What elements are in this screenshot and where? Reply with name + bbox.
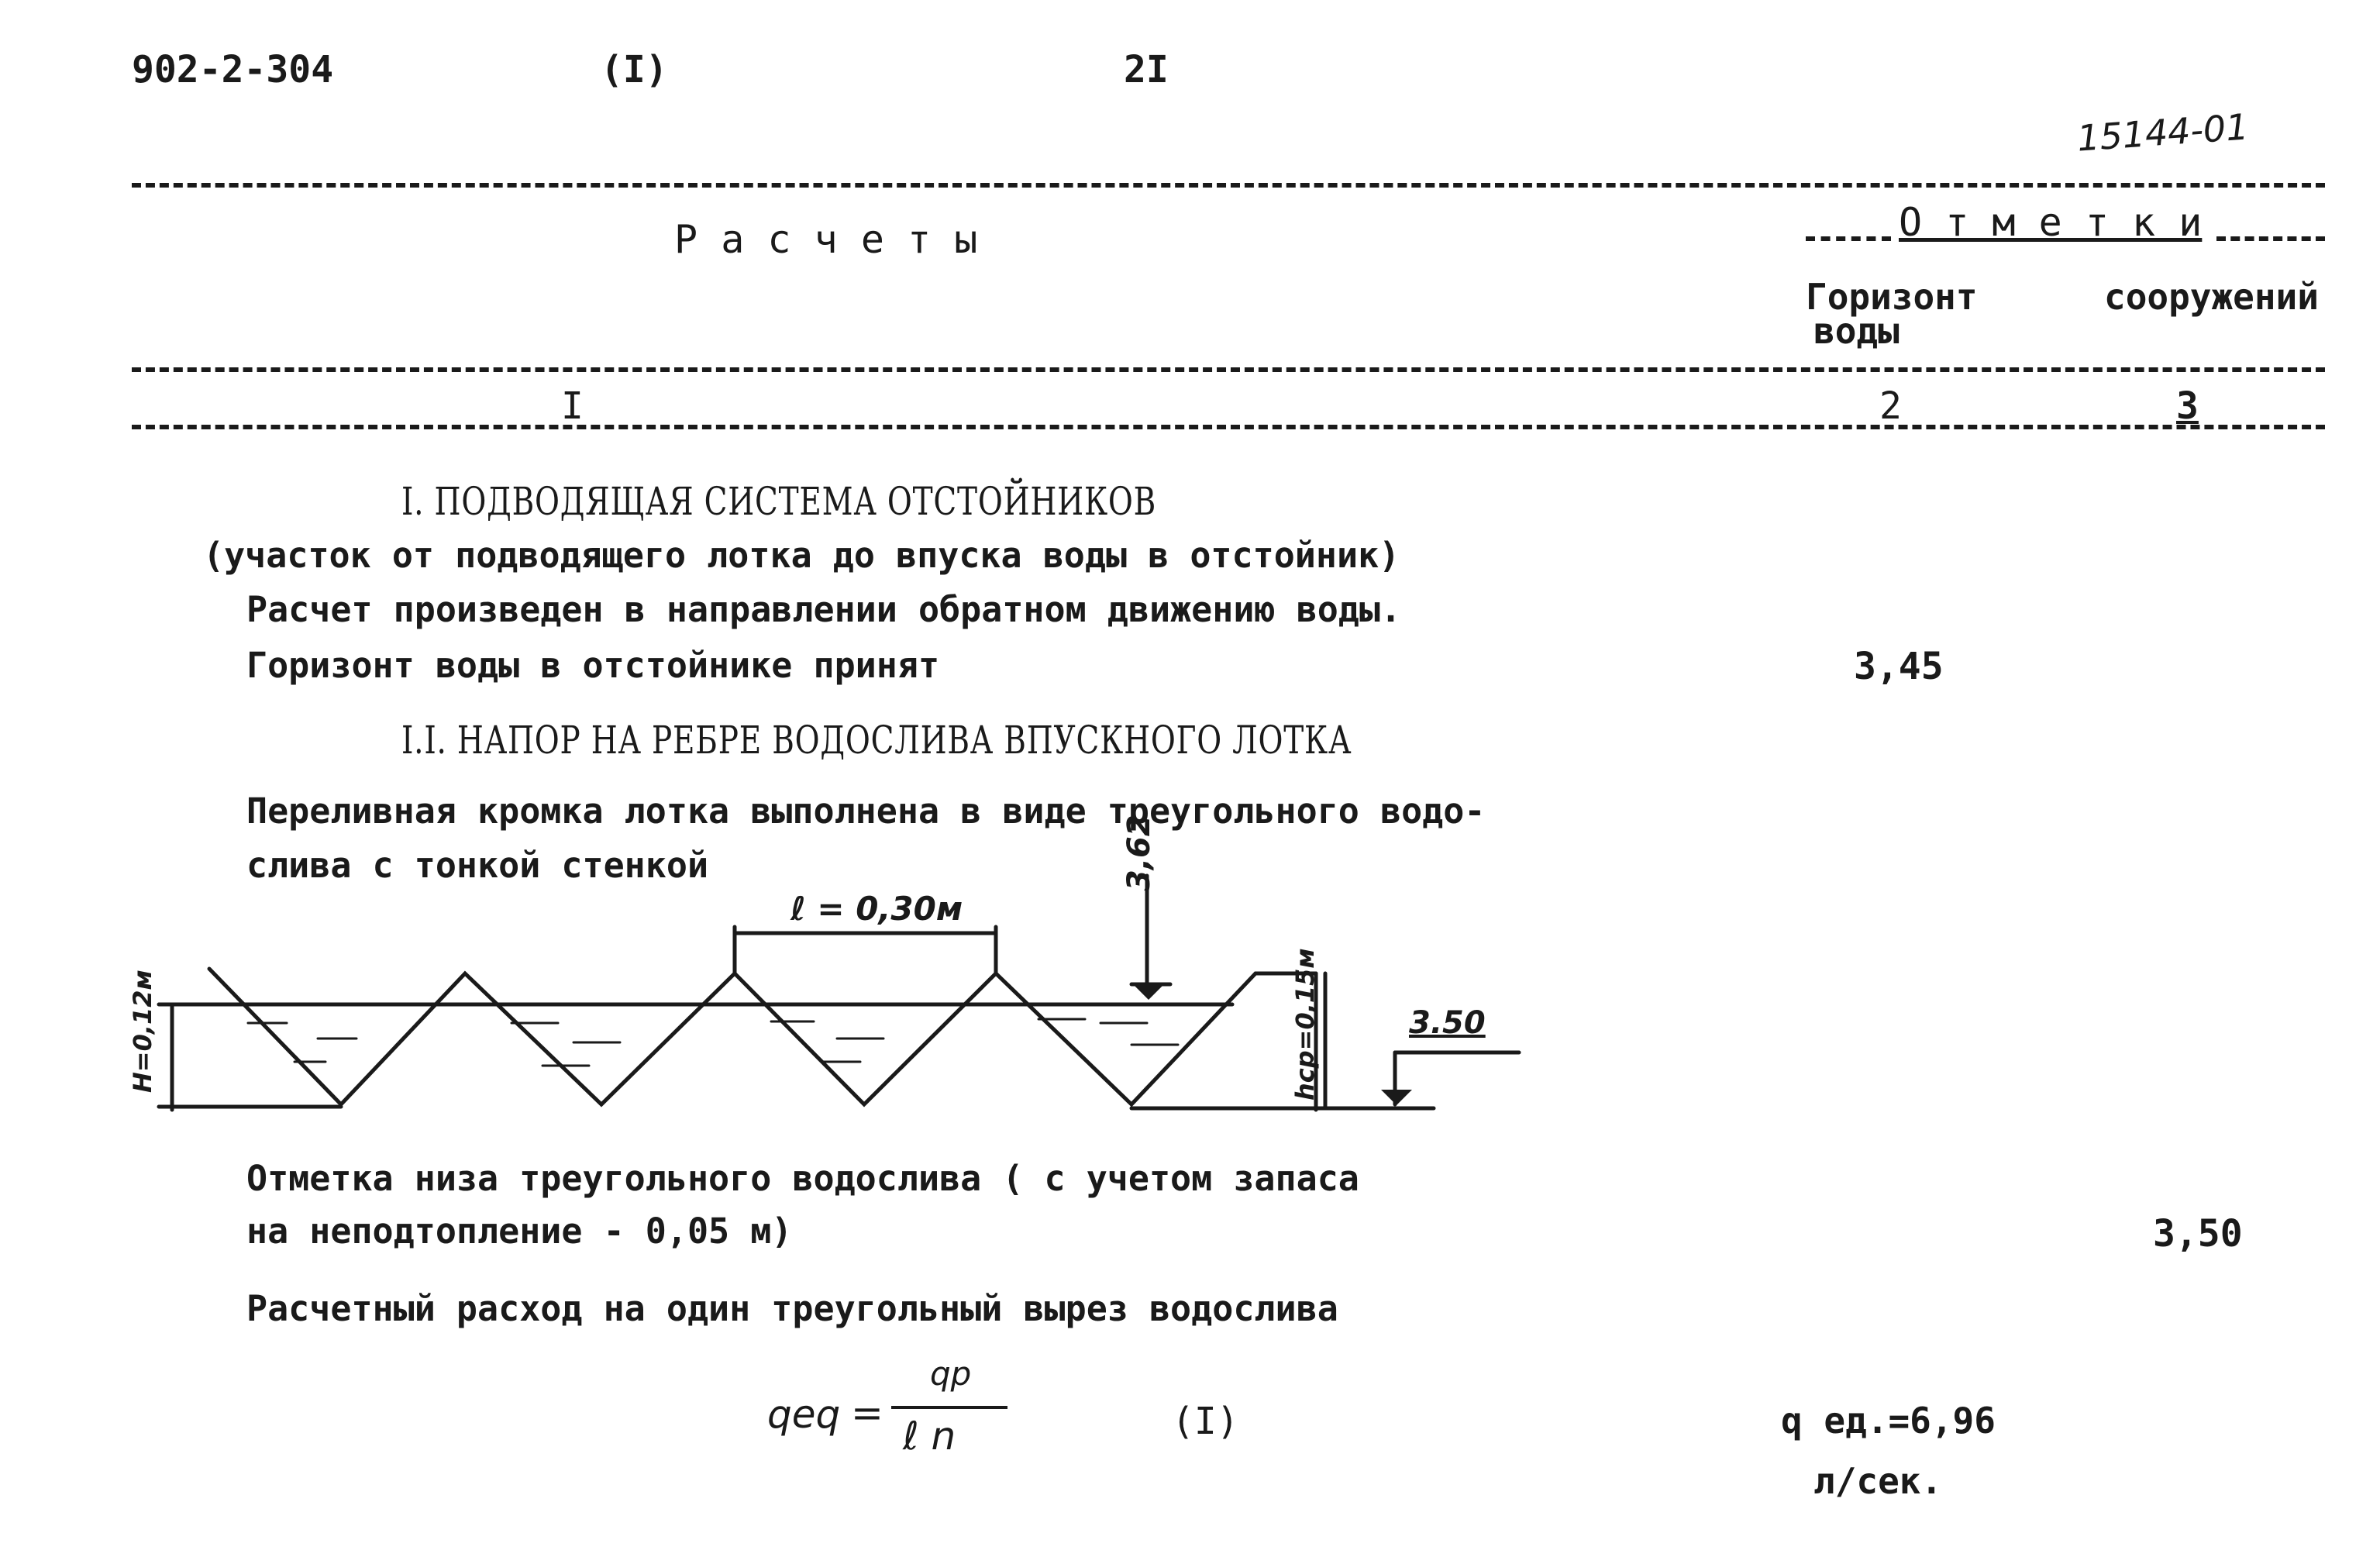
col-number-2: 2 bbox=[1879, 384, 1902, 428]
section-1-1-text-1: Переливная кромка лотка выполнена в виде треугольного водо- bbox=[246, 791, 1486, 832]
section-1-subtitle: (участок от подводящего лотка до впуска воды в отстойник) bbox=[203, 535, 1400, 576]
section-1-title: I. ПОДВОДЯЩАЯ СИСТЕМА ОТСТОЙНИКОВ bbox=[401, 479, 1157, 524]
formula-denominator: ℓ n bbox=[903, 1414, 956, 1459]
label-level-350: 3.50 bbox=[1409, 1005, 1486, 1041]
bottom-mark-text-2: на неподтопление - 0,05 м) bbox=[246, 1211, 793, 1252]
bottom-mark-text-1: Отметка низа треугольного водослива ( с учетом запаса bbox=[246, 1158, 1359, 1199]
section-1-1-text-2: слива с тонкой стенкой bbox=[246, 845, 709, 886]
label-level-362: 3,62 bbox=[1121, 815, 1157, 891]
level-triangle-top bbox=[1133, 984, 1164, 1000]
label-h-left: H=0,12м bbox=[128, 970, 157, 1093]
col-number-3: 3 bbox=[2176, 384, 2199, 428]
level-triangle-350 bbox=[1381, 1090, 1412, 1105]
page-number: 2I bbox=[1124, 48, 1169, 91]
formula-equals: = bbox=[851, 1390, 883, 1435]
section-1-text-1: Расчет произведен в направлении обратном движению воды. bbox=[246, 589, 1402, 630]
formula-lhs: qeq bbox=[767, 1392, 841, 1437]
col-structures-heading: сооружений bbox=[2104, 276, 2319, 318]
archive-stamp: 15144-01 bbox=[2075, 105, 2251, 160]
col-water-heading-1: Горизонт bbox=[1806, 276, 1978, 318]
water-level-value: 3,45 bbox=[1854, 645, 1944, 688]
bottom-mark-value: 3,50 bbox=[2153, 1212, 2243, 1256]
doc-number: 902-2-304 bbox=[132, 48, 334, 91]
formula-numerator: qp bbox=[930, 1355, 972, 1393]
flow-text: Расчетный расход на один треугольный вырез водослива bbox=[246, 1288, 1338, 1329]
label-h-right: hср=0,15м bbox=[1290, 948, 1320, 1101]
part-number: (I) bbox=[601, 48, 668, 91]
label-width-b: ℓ = 0,30м bbox=[790, 890, 963, 928]
formula-number: (I) bbox=[1172, 1400, 1239, 1443]
flow-result: q ед.=6,96 bbox=[1781, 1400, 1996, 1442]
formula-fraction-bar bbox=[891, 1406, 1007, 1409]
col-water-heading-2: воды bbox=[1813, 310, 1900, 352]
col-number-1: I bbox=[561, 384, 584, 428]
col-calc-heading: Р а с ч е т ы bbox=[674, 217, 978, 262]
flow-result-unit: л/сек. bbox=[1813, 1460, 1943, 1502]
col-marks-heading: О т м е т к и bbox=[1899, 200, 2203, 245]
section-1-text-2: Горизонт воды в отстойнике принят bbox=[246, 645, 940, 686]
section-1-1-title: I.I. НАПОР НА РЕБРЕ ВОДОСЛИВА ВПУСКНОГО ЛОТКА bbox=[401, 718, 1352, 763]
